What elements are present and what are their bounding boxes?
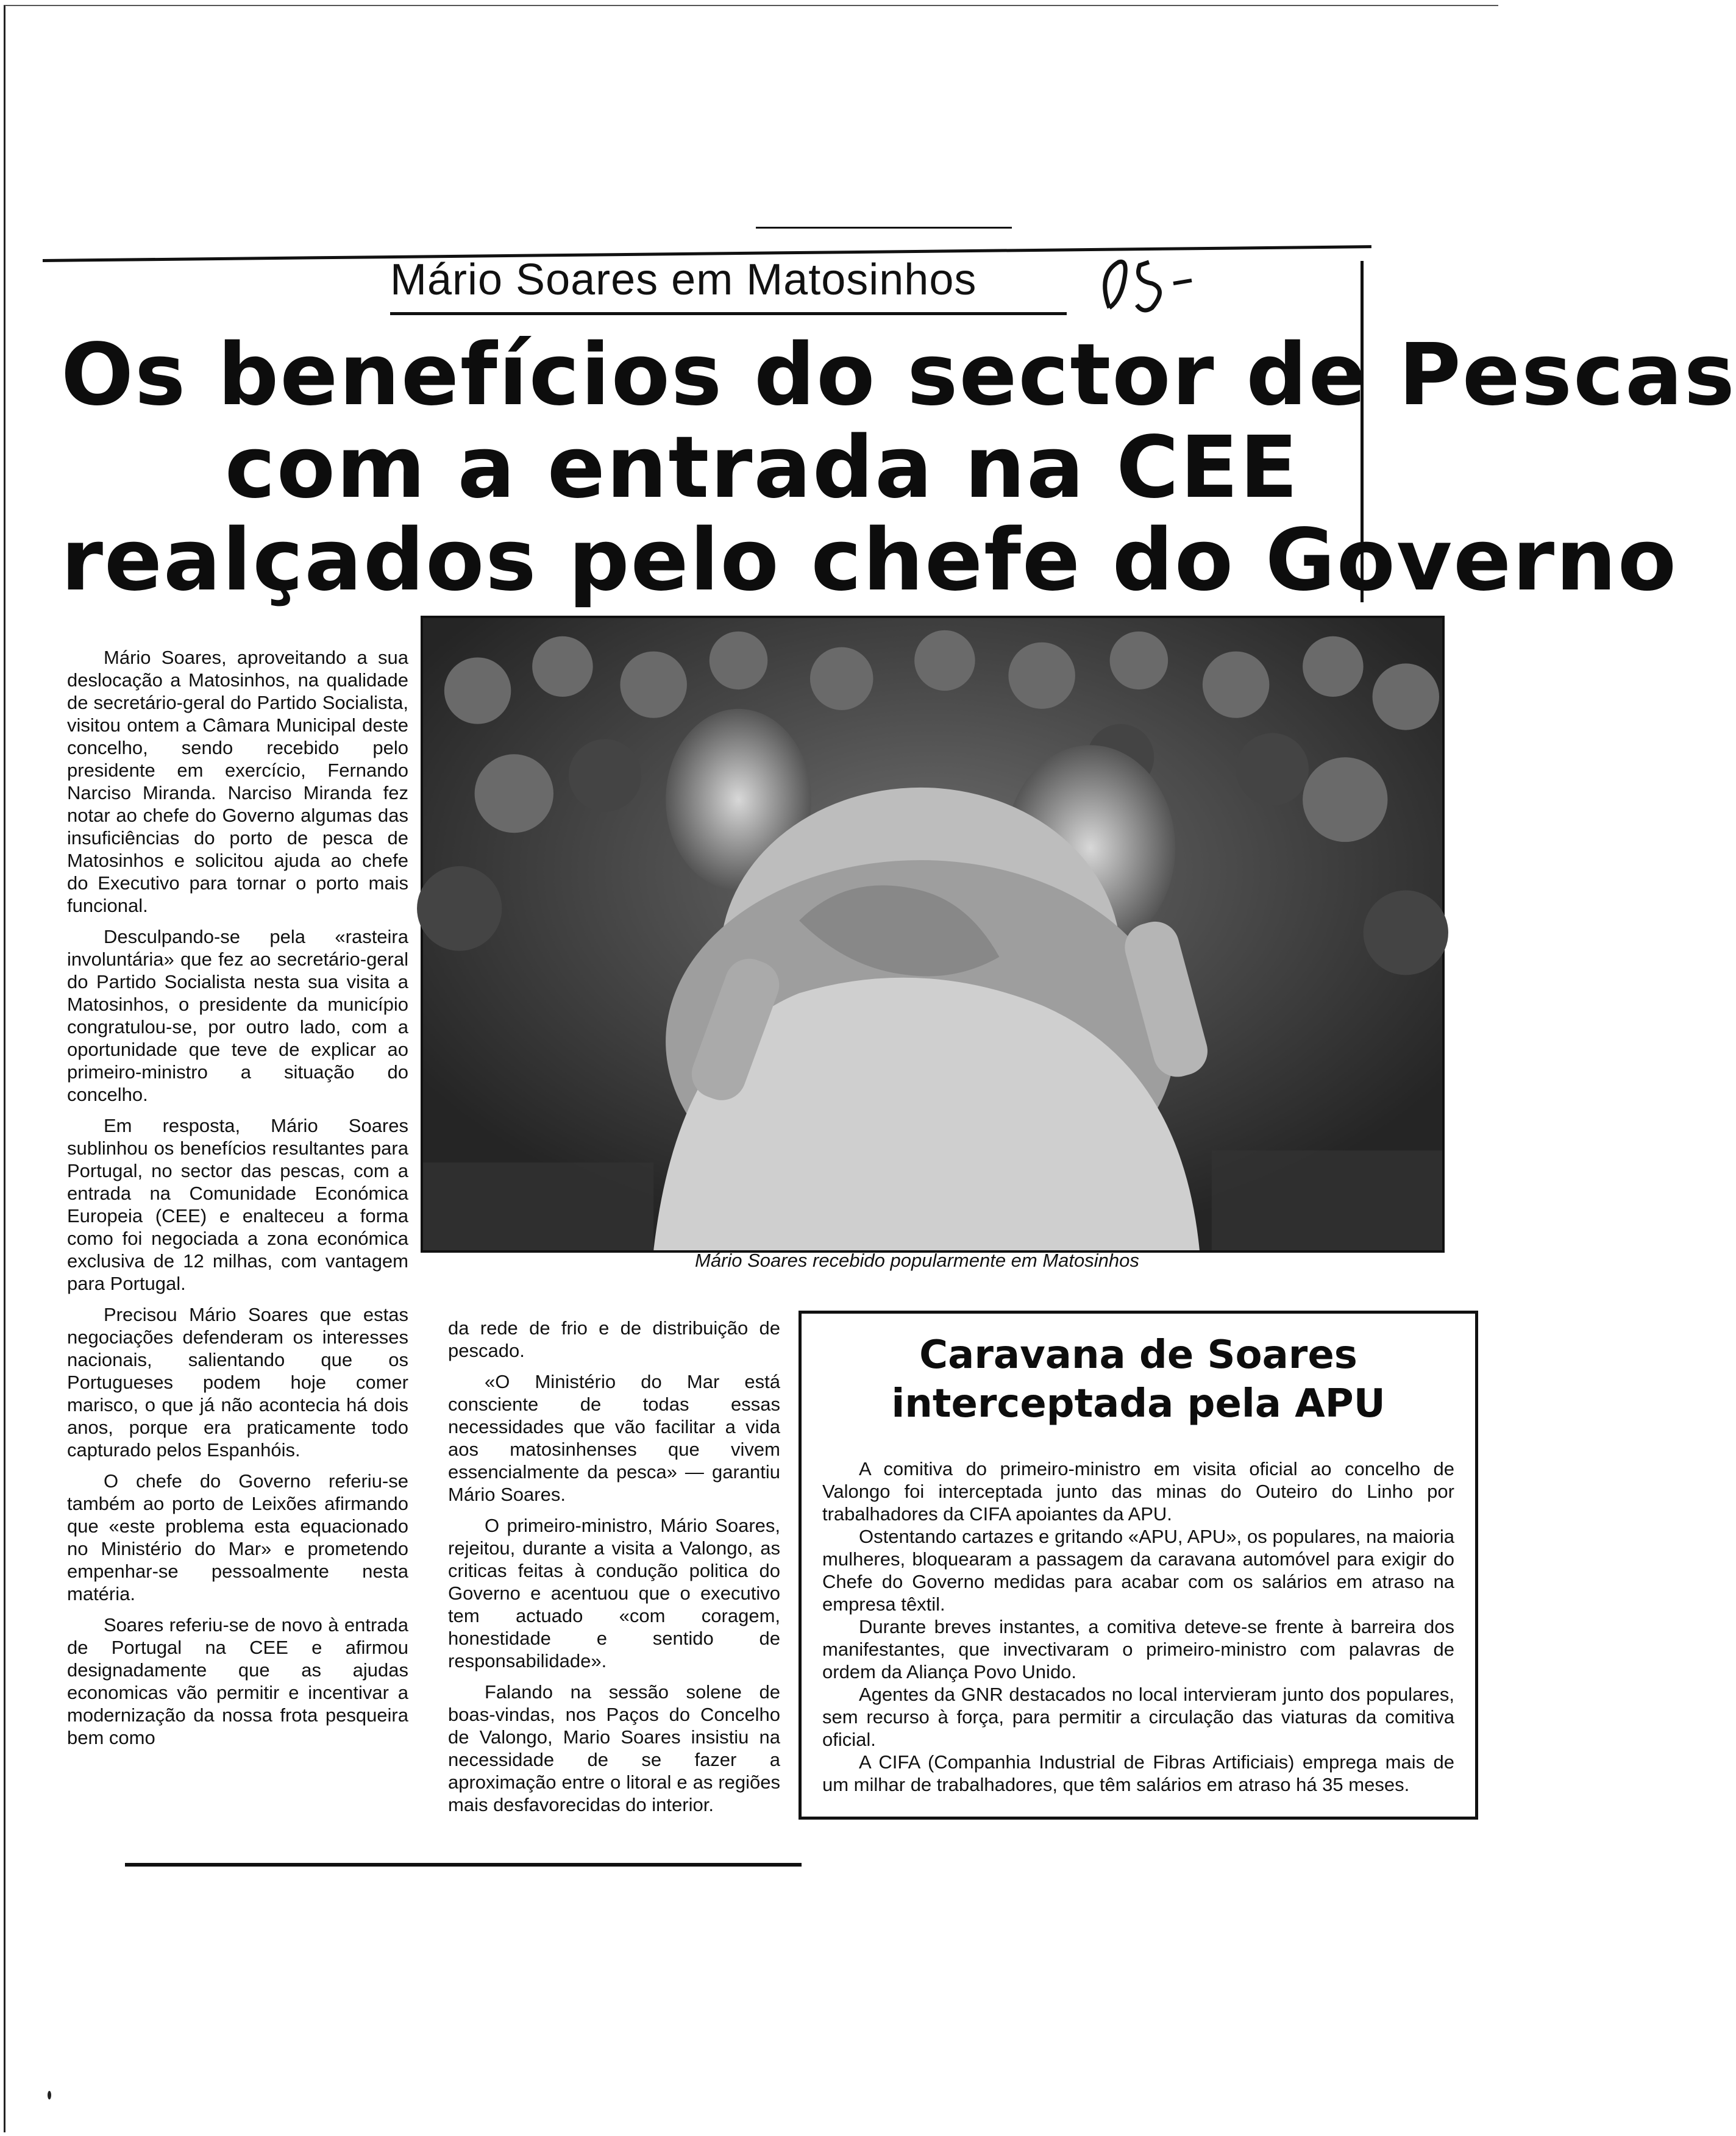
scan-speck: [48, 2091, 51, 2099]
sidebar-body: [822, 1458, 1454, 1796]
paragraph: Precisou Mário Soares que estas negociações defenderam os interesses nacionais, salientando que os Portugueses podem hoje comer marisco, o que já não acontecia há dois anos, porque era praticamente todo capturado pelos Espanhóis.: [67, 1304, 408, 1461]
handwritten-mark-icon: [1091, 250, 1195, 323]
news-photo: [421, 616, 1445, 1253]
paragraph: Mário Soares, aproveitando a sua deslocação a Matosinhos, na qualidade de secretário-geral do Partido Socialista, visitou ontem a Câmara Municipal deste concelho, sendo recebido pelo presidente em exercício, Fernando Narciso Miranda. Narciso Miranda fez notar ao chefe do Governo algumas das insuficiências do porto de pesca de Matosinhos e solicitou ajuda ao chefe do Executivo para tornar o porto mais funcional.: [67, 647, 408, 916]
headline-line-3: realçados pelo chefe do Governo: [61, 511, 1677, 610]
paragraph: A comitiva do primeiro-ministro em visita oficial ao concelho de Valongo foi interceptada junto das minas do Outeiro do Linho por trabalhadores da CIFA apoiantes da APU.: [822, 1458, 1454, 1525]
paragraph: Ostentando cartazes e gritando «APU, APU», os populares, na maioria mulheres, bloquearam a passagem da caravana automóvel para exigir do Chefe do Governo medidas para acabar com os salários em atraso na empresa têxtil.: [822, 1526, 1454, 1615]
kicker-underline: [390, 312, 1067, 315]
top-rule-thin: [756, 227, 1012, 229]
article-column-2: [448, 1317, 780, 1824]
paragraph: Em resposta, Mário Soares sublinhou os benefícios resultantes para Portugal, no sector das pescas, com a entrada na Comunidade Económica Europeia (CEE) e enalteceu a forma como foi negociada a zona económica exclusiva de 12 milhas, com vantagem para Portugal.: [67, 1115, 408, 1294]
article-column-1: [67, 646, 408, 1757]
paragraph: O primeiro-ministro, Mário Soares, rejeitou, durante a visita a Valongo, as criticas feitas à condução politica do Governo e acentuou que o executivo tem actuado «com coragem, honestidade e sentido de responsabilidade».: [448, 1515, 780, 1671]
sidebar-title: Caravana de Soares interceptada pela APU: [891, 1333, 1386, 1426]
sidebar-box: [799, 1311, 1478, 1820]
crowd-photo-image: [423, 618, 1442, 1250]
headline-line-2: com a entrada na CEE: [224, 418, 1300, 518]
paragraph: Soares referiu-se de novo à entrada de Portugal na CEE e afirmou designadamente que as ajudas economicas vão permitir e incentivar a modernização da nossa frota pesqueira bem como: [67, 1614, 408, 1748]
paragraph: Durante breves instantes, a comitiva deteve-se frente à barreira dos manifestantes, que invectivaram o primeiro-ministro com palavras de ordem da Aliança Povo Unido.: [822, 1616, 1454, 1682]
paragraph: Desculpando-se pela «rasteira involuntária» que fez ao secretário-geral do Partido Socialista nesta sua visita a Matosinhos, o presidente da município congratulou-se, por outro lado, com a oportunidade que teve de explicar ao primeiro-ministro a situação do concelho.: [67, 926, 408, 1105]
paragraph: Agentes da GNR destacados no local intervieram junto dos populares, sem recurso à força, para permitir a circulação das viaturas da comitiva oficial.: [822, 1684, 1454, 1750]
headline: [61, 326, 1736, 610]
kicker: Mário Soares em Matosinhos: [390, 255, 977, 304]
bottom-rule: [125, 1863, 802, 1867]
paragraph: A CIFA (Companhia Industrial de Fibras Artificiais) emprega mais de um milhar de trabalhadores, que têm salários em atraso há 35 meses.: [822, 1751, 1454, 1795]
paragraph: O chefe do Governo referiu-se também ao porto de Leixões afirmando que «este problema esta equacionado no Ministério do Mar» e prometendo empenhar-se pessoalmente nesta matéria.: [67, 1470, 408, 1604]
headline-line-1: Os benefícios do sector de Pescas: [61, 326, 1736, 425]
photo-caption: Mário Soares recebido popularmente em Matosinhos: [695, 1250, 1139, 1271]
paragraph: Falando na sessão solene de boas-vindas, nos Paços do Concelho de Valongo, Mario Soares insistiu na necessidade de se fazer a aproximação entre o litoral e as regiões mais desfavorecidas do interior.: [448, 1681, 780, 1815]
paragraph: «O Ministério do Mar está consciente de todas essas necessidades que vão facilitar a vida aos matosinhenses que vivem essencialmente da pesca» — garantiu Mário Soares.: [448, 1371, 780, 1505]
paragraph: da rede de frio e de distribuição de pescado.: [448, 1317, 780, 1361]
